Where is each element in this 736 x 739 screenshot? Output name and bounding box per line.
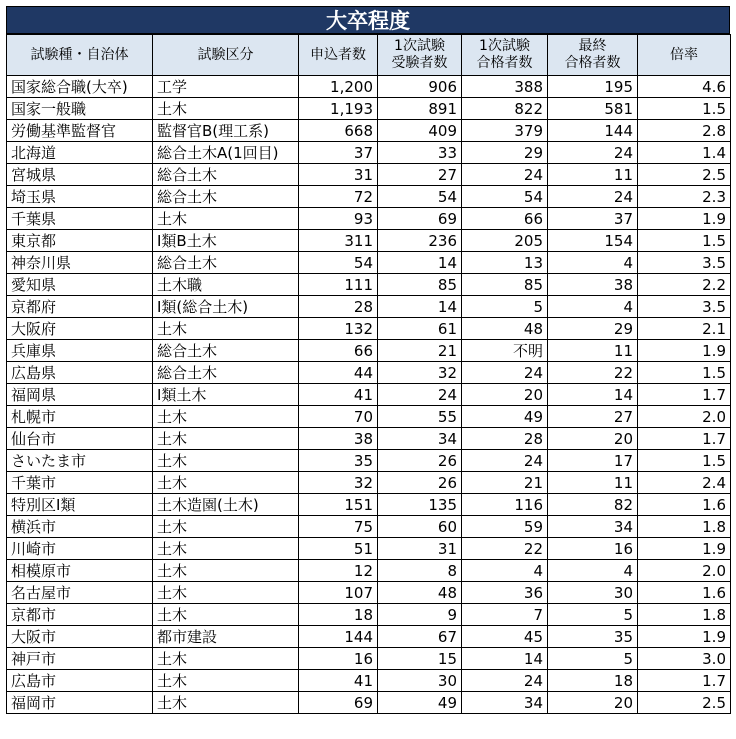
cell-ratio: 2.5: [638, 692, 731, 714]
cell-final-passers: 24: [548, 186, 638, 208]
cell-applicants: 69: [299, 692, 378, 714]
cell-applicants: 12: [299, 560, 378, 582]
cell-category: Ⅰ類B土木: [153, 230, 299, 252]
cell-final-passers: 4: [548, 560, 638, 582]
cell-first-takers: 30: [378, 670, 462, 692]
cell-first-passers: 36: [462, 582, 548, 604]
cell-first-takers: 48: [378, 582, 462, 604]
cell-ratio: 1.6: [638, 494, 731, 516]
header-cell-applicant-body: 試験種・自治体: [7, 35, 153, 76]
cell-name: 千葉市: [7, 472, 153, 494]
cell-applicants: 72: [299, 186, 378, 208]
cell-ratio: 1.9: [638, 340, 731, 362]
cell-final-passers: 29: [548, 318, 638, 340]
cell-applicants: 107: [299, 582, 378, 604]
table-row: [7, 98, 731, 120]
cell-first-passers: 20: [462, 384, 548, 406]
cell-ratio: 2.3: [638, 186, 731, 208]
cell-first-takers: 26: [378, 450, 462, 472]
header-cell-ratio: 倍率: [638, 35, 731, 76]
table-row: [7, 450, 731, 472]
table-row: [7, 142, 731, 164]
cell-final-passers: 34: [548, 516, 638, 538]
cell-name: 福岡県: [7, 384, 153, 406]
cell-final-passers: 144: [548, 120, 638, 142]
cell-category: 総合土木: [153, 340, 299, 362]
cell-applicants: 44: [299, 362, 378, 384]
cell-first-passers: 28: [462, 428, 548, 450]
table-row: [7, 560, 731, 582]
cell-name: さいたま市: [7, 450, 153, 472]
cell-name: 国家総合職(大卒): [7, 76, 153, 98]
header-cell-exam-category: 試験区分: [153, 35, 299, 76]
cell-final-passers: 11: [548, 472, 638, 494]
cell-final-passers: 11: [548, 340, 638, 362]
cell-first-passers: 22: [462, 538, 548, 560]
cell-first-passers: 14: [462, 648, 548, 670]
cell-name: 兵庫県: [7, 340, 153, 362]
cell-first-takers: 32: [378, 362, 462, 384]
cell-first-takers: 49: [378, 692, 462, 714]
cell-final-passers: 5: [548, 648, 638, 670]
cell-first-takers: 67: [378, 626, 462, 648]
cell-final-passers: 22: [548, 362, 638, 384]
cell-ratio: 2.0: [638, 406, 731, 428]
cell-applicants: 32: [299, 472, 378, 494]
cell-ratio: 1.4: [638, 142, 731, 164]
cell-category: 土木職: [153, 274, 299, 296]
cell-first-takers: 15: [378, 648, 462, 670]
table-row: [7, 516, 731, 538]
cell-final-passers: 18: [548, 670, 638, 692]
cell-final-passers: 195: [548, 76, 638, 98]
cell-name: 広島県: [7, 362, 153, 384]
cell-first-passers: 85: [462, 274, 548, 296]
cell-category: 土木: [153, 208, 299, 230]
cell-name: 埼玉県: [7, 186, 153, 208]
header-cell-final-passers: 最終 合格者数: [548, 35, 638, 76]
table-row: [7, 186, 731, 208]
table-row: [7, 318, 731, 340]
cell-first-passers: 24: [462, 670, 548, 692]
table-row: [7, 604, 731, 626]
table-row: [7, 384, 731, 406]
cell-final-passers: 11: [548, 164, 638, 186]
cell-category: 都市建設: [153, 626, 299, 648]
cell-final-passers: 154: [548, 230, 638, 252]
table-row: [7, 406, 731, 428]
cell-ratio: 1.6: [638, 582, 731, 604]
table-row: [7, 274, 731, 296]
cell-ratio: 1.9: [638, 538, 731, 560]
cell-final-passers: 37: [548, 208, 638, 230]
cell-ratio: 1.5: [638, 230, 731, 252]
cell-category: 土木: [153, 472, 299, 494]
table-row: [7, 340, 731, 362]
cell-first-passers: 66: [462, 208, 548, 230]
cell-ratio: 1.7: [638, 670, 731, 692]
cell-final-passers: 17: [548, 450, 638, 472]
cell-final-passers: 35: [548, 626, 638, 648]
cell-first-takers: 135: [378, 494, 462, 516]
header-row: [7, 35, 731, 76]
table-row: [7, 428, 731, 450]
cell-category: 総合土木: [153, 252, 299, 274]
cell-first-passers: 24: [462, 164, 548, 186]
cell-category: 土木: [153, 604, 299, 626]
cell-final-passers: 24: [548, 142, 638, 164]
cell-first-takers: 906: [378, 76, 462, 98]
cell-first-takers: 24: [378, 384, 462, 406]
cell-first-takers: 31: [378, 538, 462, 560]
cell-applicants: 28: [299, 296, 378, 318]
cell-applicants: 38: [299, 428, 378, 450]
cell-final-passers: 20: [548, 428, 638, 450]
table-row: [7, 120, 731, 142]
cell-ratio: 3.5: [638, 252, 731, 274]
cell-applicants: 35: [299, 450, 378, 472]
cell-final-passers: 38: [548, 274, 638, 296]
cell-first-takers: 33: [378, 142, 462, 164]
table-row: [7, 252, 731, 274]
cell-category: 土木: [153, 582, 299, 604]
cell-category: 土木: [153, 560, 299, 582]
cell-category: 総合土木: [153, 164, 299, 186]
table-title: 大卒程度: [6, 6, 730, 34]
cell-ratio: 2.8: [638, 120, 731, 142]
cell-first-takers: 236: [378, 230, 462, 252]
cell-first-passers: 49: [462, 406, 548, 428]
cell-first-takers: 34: [378, 428, 462, 450]
cell-category: 土木: [153, 406, 299, 428]
cell-name: 愛知県: [7, 274, 153, 296]
cell-first-passers: 34: [462, 692, 548, 714]
cell-final-passers: 581: [548, 98, 638, 120]
exam-stats-panel: [6, 6, 730, 714]
cell-final-passers: 4: [548, 296, 638, 318]
cell-ratio: 1.9: [638, 626, 731, 648]
cell-first-takers: 9: [378, 604, 462, 626]
cell-category: 総合土木A(1回目): [153, 142, 299, 164]
cell-final-passers: 5: [548, 604, 638, 626]
cell-applicants: 41: [299, 384, 378, 406]
cell-applicants: 668: [299, 120, 378, 142]
table-row: [7, 362, 731, 384]
cell-category: 土木: [153, 428, 299, 450]
cell-first-passers: 29: [462, 142, 548, 164]
cell-applicants: 132: [299, 318, 378, 340]
cell-applicants: 1,193: [299, 98, 378, 120]
cell-name: 横浜市: [7, 516, 153, 538]
cell-first-passers: 388: [462, 76, 548, 98]
cell-category: 土木: [153, 648, 299, 670]
cell-applicants: 70: [299, 406, 378, 428]
cell-name: 仙台市: [7, 428, 153, 450]
table-row: [7, 230, 731, 252]
table-row: [7, 296, 731, 318]
cell-applicants: 1,200: [299, 76, 378, 98]
table-row: [7, 76, 731, 98]
cell-category: 総合土木: [153, 362, 299, 384]
cell-name: 川崎市: [7, 538, 153, 560]
cell-name: 大阪府: [7, 318, 153, 340]
table-row: [7, 208, 731, 230]
table-row: [7, 692, 731, 714]
table-row: [7, 582, 731, 604]
cell-ratio: 1.8: [638, 604, 731, 626]
cell-name: 札幌市: [7, 406, 153, 428]
cell-name: 大阪市: [7, 626, 153, 648]
table-row: [7, 494, 731, 516]
cell-name: 労働基準監督官: [7, 120, 153, 142]
cell-category: 土木: [153, 670, 299, 692]
header-cell-applicants: 申込者数: [299, 35, 378, 76]
cell-final-passers: 82: [548, 494, 638, 516]
cell-first-passers: 54: [462, 186, 548, 208]
table-row: [7, 164, 731, 186]
cell-first-takers: 14: [378, 296, 462, 318]
cell-name: 福岡市: [7, 692, 153, 714]
cell-name: 千葉県: [7, 208, 153, 230]
cell-first-passers: 21: [462, 472, 548, 494]
cell-name: 京都府: [7, 296, 153, 318]
cell-ratio: 1.5: [638, 362, 731, 384]
cell-ratio: 2.1: [638, 318, 731, 340]
cell-applicants: 93: [299, 208, 378, 230]
cell-first-takers: 55: [378, 406, 462, 428]
cell-first-takers: 891: [378, 98, 462, 120]
table-row: [7, 538, 731, 560]
table-row: [7, 472, 731, 494]
cell-applicants: 51: [299, 538, 378, 560]
cell-first-takers: 61: [378, 318, 462, 340]
header-cell-first-passers: 1次試験 合格者数: [462, 35, 548, 76]
cell-category: 工学: [153, 76, 299, 98]
exam-stats-table: [6, 34, 731, 714]
cell-first-passers: 不明: [462, 340, 548, 362]
cell-ratio: 1.7: [638, 428, 731, 450]
cell-ratio: 2.2: [638, 274, 731, 296]
table-row: [7, 670, 731, 692]
cell-final-passers: 20: [548, 692, 638, 714]
cell-ratio: 1.9: [638, 208, 731, 230]
cell-name: 特別区Ⅰ類: [7, 494, 153, 516]
cell-category: 土木: [153, 98, 299, 120]
table-row: [7, 648, 731, 670]
cell-category: 監督官B(理工系): [153, 120, 299, 142]
cell-category: 土木: [153, 516, 299, 538]
cell-name: 広島市: [7, 670, 153, 692]
cell-final-passers: 4: [548, 252, 638, 274]
cell-category: 総合土木: [153, 186, 299, 208]
cell-name: 北海道: [7, 142, 153, 164]
cell-applicants: 54: [299, 252, 378, 274]
cell-first-passers: 45: [462, 626, 548, 648]
cell-first-passers: 5: [462, 296, 548, 318]
cell-name: 神戸市: [7, 648, 153, 670]
cell-category: 土木: [153, 450, 299, 472]
cell-first-takers: 14: [378, 252, 462, 274]
cell-first-passers: 822: [462, 98, 548, 120]
cell-first-passers: 7: [462, 604, 548, 626]
cell-category: 土木: [153, 538, 299, 560]
cell-applicants: 311: [299, 230, 378, 252]
cell-ratio: 1.5: [638, 98, 731, 120]
cell-applicants: 16: [299, 648, 378, 670]
cell-first-passers: 379: [462, 120, 548, 142]
cell-first-passers: 48: [462, 318, 548, 340]
cell-first-takers: 54: [378, 186, 462, 208]
cell-first-passers: 205: [462, 230, 548, 252]
header-cell-first-takers: 1次試験 受験者数: [378, 35, 462, 76]
cell-final-passers: 16: [548, 538, 638, 560]
cell-applicants: 66: [299, 340, 378, 362]
cell-first-passers: 4: [462, 560, 548, 582]
cell-name: 相模原市: [7, 560, 153, 582]
cell-first-passers: 59: [462, 516, 548, 538]
cell-first-takers: 27: [378, 164, 462, 186]
cell-first-takers: 69: [378, 208, 462, 230]
cell-first-passers: 24: [462, 362, 548, 384]
cell-ratio: 3.0: [638, 648, 731, 670]
cell-ratio: 1.8: [638, 516, 731, 538]
cell-final-passers: 27: [548, 406, 638, 428]
cell-first-takers: 409: [378, 120, 462, 142]
cell-first-takers: 85: [378, 274, 462, 296]
cell-name: 宮城県: [7, 164, 153, 186]
cell-first-takers: 8: [378, 560, 462, 582]
cell-applicants: 111: [299, 274, 378, 296]
cell-name: 国家一般職: [7, 98, 153, 120]
cell-category: Ⅰ類土木: [153, 384, 299, 406]
table-row: [7, 626, 731, 648]
cell-first-takers: 26: [378, 472, 462, 494]
cell-category: Ⅰ類(総合土木): [153, 296, 299, 318]
cell-first-passers: 24: [462, 450, 548, 472]
cell-applicants: 151: [299, 494, 378, 516]
cell-ratio: 2.0: [638, 560, 731, 582]
cell-name: 京都市: [7, 604, 153, 626]
cell-first-passers: 116: [462, 494, 548, 516]
cell-ratio: 3.5: [638, 296, 731, 318]
cell-applicants: 144: [299, 626, 378, 648]
cell-first-passers: 13: [462, 252, 548, 274]
cell-name: 東京都: [7, 230, 153, 252]
cell-name: 神奈川県: [7, 252, 153, 274]
cell-category: 土木: [153, 318, 299, 340]
cell-applicants: 18: [299, 604, 378, 626]
cell-applicants: 31: [299, 164, 378, 186]
cell-final-passers: 30: [548, 582, 638, 604]
cell-applicants: 37: [299, 142, 378, 164]
cell-first-takers: 60: [378, 516, 462, 538]
cell-ratio: 2.4: [638, 472, 731, 494]
cell-first-takers: 21: [378, 340, 462, 362]
cell-ratio: 1.7: [638, 384, 731, 406]
cell-ratio: 2.5: [638, 164, 731, 186]
cell-ratio: 1.5: [638, 450, 731, 472]
cell-applicants: 75: [299, 516, 378, 538]
cell-name: 名古屋市: [7, 582, 153, 604]
cell-category: 土木: [153, 692, 299, 714]
cell-ratio: 4.6: [638, 76, 731, 98]
cell-applicants: 41: [299, 670, 378, 692]
cell-final-passers: 14: [548, 384, 638, 406]
cell-category: 土木造園(土木): [153, 494, 299, 516]
